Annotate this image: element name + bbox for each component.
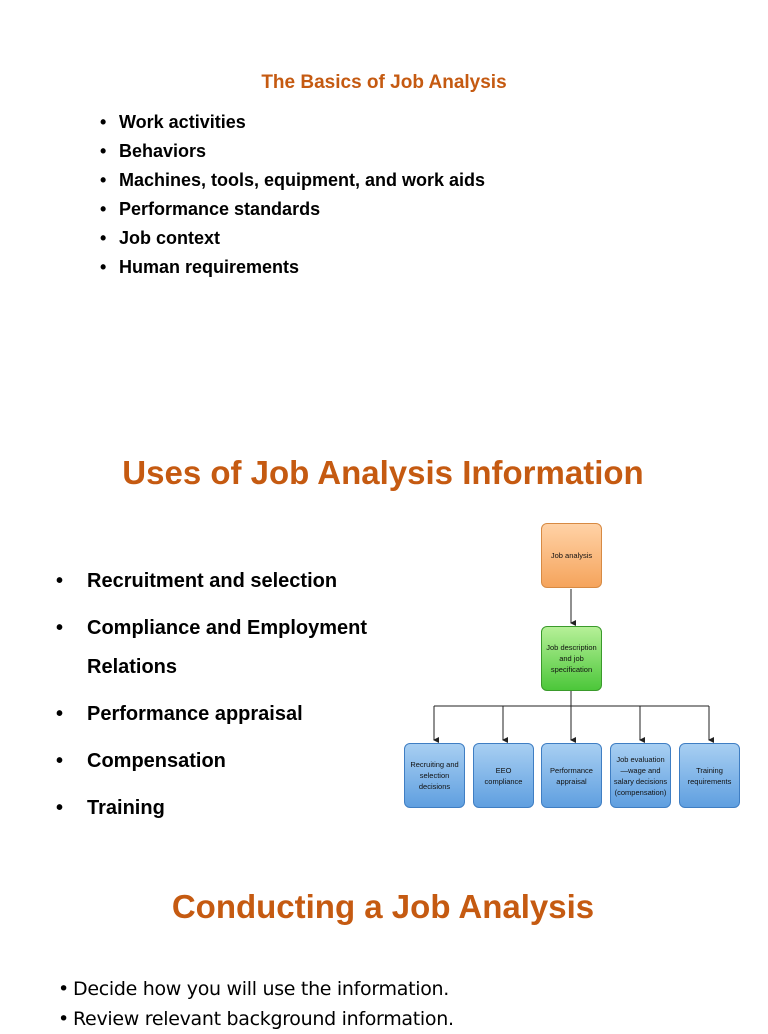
job-analysis-flow-diagram [402, 523, 740, 813]
bullet-list [56, 562, 407, 836]
job-evaluation-box: Job evaluation—wage and salary decisions (compensation) [610, 743, 671, 808]
list-item: • Compliance and Employment Relations [56, 609, 407, 687]
list-item: • Performance standards [100, 195, 485, 224]
bullet-list [100, 108, 485, 282]
bullet-list [58, 974, 454, 1034]
list-item: • Work activities [100, 108, 485, 137]
bullet-icon: • [100, 170, 107, 190]
bullet-icon: • [100, 112, 107, 132]
training-requirements-box: Training requirements [679, 743, 740, 808]
bullet-icon: • [56, 703, 64, 725]
slide-title: Uses of Job Analysis Information [122, 454, 644, 491]
list-item: • Performance appraisal [56, 695, 407, 734]
bullet-icon: • [58, 978, 69, 1000]
slide-title: Conducting a Job Analysis [171, 888, 595, 925]
bullet-icon: • [100, 228, 107, 248]
eeo-compliance-box: EEO compliance [473, 743, 534, 808]
job-description-box: Job description and job specification [541, 626, 602, 691]
bullet-icon: • [56, 570, 64, 592]
list-item: • Training [56, 789, 407, 828]
list-item: • Machines, tools, equipment, and work aids [100, 166, 485, 195]
bullet-icon: • [56, 617, 64, 639]
list-item: • Recruitment and selection [56, 562, 407, 601]
list-item: • Review relevant background information. [58, 1004, 454, 1034]
list-item: • Behaviors [100, 137, 485, 166]
list-item: • Job context [100, 224, 485, 253]
list-item: • Decide how you will use the information. [58, 974, 454, 1004]
recruiting-box: Recruiting and selection decisions [404, 743, 465, 808]
bullet-icon: • [56, 750, 64, 772]
performance-appraisal-box: Performance appraisal [541, 743, 602, 808]
bullet-icon: • [100, 257, 107, 277]
list-item: • Human requirements [100, 253, 485, 282]
slide-title: The Basics of Job Analysis [261, 72, 507, 93]
bullet-icon: • [100, 199, 107, 219]
bullet-icon: • [100, 141, 107, 161]
job-analysis-box: Job analysis [541, 523, 602, 588]
bullet-icon: • [58, 1008, 69, 1030]
bullet-icon: • [56, 797, 64, 819]
list-item: • Compensation [56, 742, 407, 781]
